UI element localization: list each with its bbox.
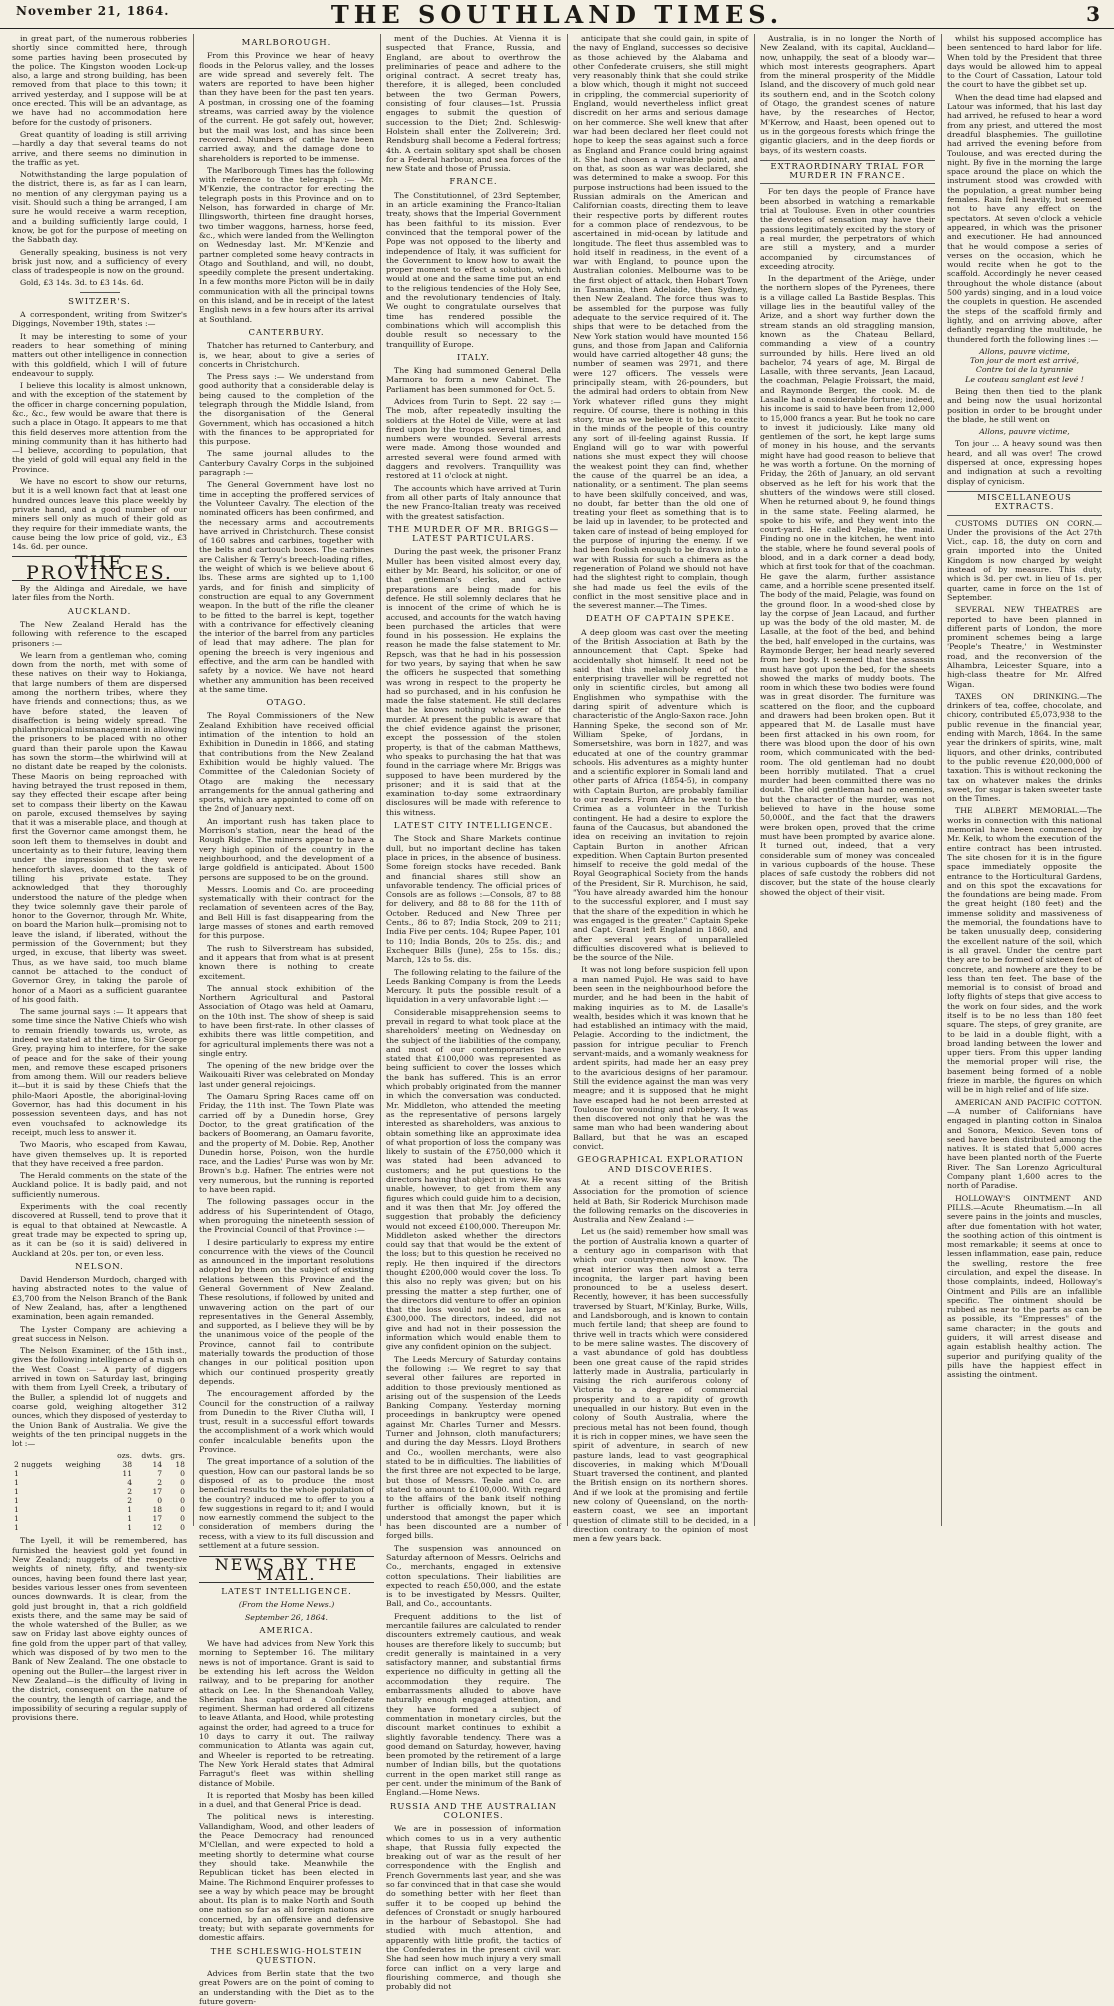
paragraph: Considerable misapprehension seems to prevail in regard to what took place at the shareholders' meeting on Wednesday on the subject of the liabilities of the company, and most of our contemporaries have stated that £100,000 was represented as being sufficient to cover the losses which the bank has suffered. This is an error which probably originated from the manner in which the conversation was conducted. Mr. Middleton, who attended the meeting as the representative of persons largely interested as shareholders, was anxious to obtain something like an approximate idea of what proportion of loss the company was likely to sustain of the £750,000 which it was stated had been advanced to customers; and he put questions to the directors having that object in view. He was unable, however, to get from them any figures which could guide him to a decision, and it was then that Mr. Joy offered the suggestion that probably the deficiency would not exceed £100,000. Thereupon Mr. Middleton asked whether the directors could say that that would be the extent of the loss; but to this question he received no reply. He then inquired if the directors thought £200,000 would cover the loss. To this also no reply was given; but on his pressing the matter a step further, one of the directors did venture to offer an opinion that the loss would not be so large as £300,000. The directors, indeed, did not give and had not in their possession the information which would enable them to give any confident opinion on the subject. <box>386 1007 561 1352</box>
paragraph: Ton jour ... A heavy sound was then heard, and all was over! The crowd dispersed at once, expressing hopes and indignation at such a revolting display of cynicism. <box>947 439 1102 486</box>
section-title: NEWS BY THE MAIL. <box>199 1556 374 1583</box>
table-cell: 1 <box>14 1487 19 1497</box>
paragraph: The political news is interesting. Vallandigham, Wood, and other leaders of the Peace Democracy had renounced M'Clellan, and were expected to hold a meeting shortly to determine what course they should take. Meanwhile the Republican ticket has been elected in Maine. The Richmond Enquirer professes to see a way by which peace may be brought about. Its plan is to make North and South one nation so far as all foreign nations are concerned, by an offensive and defensive treaty; but with separate governments for domestic affairs. <box>199 1812 374 1943</box>
section-heading: MARLBOROUGH. <box>241 38 332 48</box>
section-heading: DEATH OF CAPTAIN SPEKE. <box>585 614 736 625</box>
paragraph: Great quantity of loading is still arriving—hardly a day that several teams do not arrive, and there seems no diminution in the traffic as yet. <box>12 129 187 167</box>
source-line: (From the Home News.) <box>238 1600 335 1610</box>
paragraph: TAXES ON DRINKING.—The drinkers of tea, coffee, chocolate, and chicory, contributed £5,073,938 to the public revenue in the financial year, ending with March, 1864. In the same year the drinkers of spirits, wine, malt liquors, and other drinks, contributed to the public revenue £20,000,000 of taxation. This is without reckoning the tax on whatever makes the drinks sweet, for sugar is taken sweeter taste on the Times. <box>947 691 1102 804</box>
table-cell: 17 <box>152 1514 163 1524</box>
issue-date: November 21, 1864. <box>16 4 170 18</box>
table-cell: 1 <box>127 1505 133 1515</box>
table-cell <box>63 1478 111 1487</box>
paragraph: CUSTOMS DUTIES ON CORN.—Under the provisions of the Act 27th Vict., cap. 18, the duty on corn and grain imported into the United Kingdom is now charged by weight instead of by measure. This duty, which is 3d. per cwt. in lieu of 1s. per quarter, came in force on the 1st of September. <box>947 518 1102 602</box>
newspaper-title: THE SOUTHLAND TIMES. <box>330 0 784 29</box>
verse-line: Le couteau sanglant est levé ! <box>965 374 1084 384</box>
table-cell <box>12 1451 63 1460</box>
masthead <box>0 0 1114 29</box>
paragraph: Gold, £3 14s. 3d. to £3 14s. 6d. <box>20 278 144 288</box>
paragraph: The following relating to the failure of the Leeds Banking Company is from the Leeds Mercury. It puts the possible result of a liquidation in a very unfavorable light :— <box>386 967 561 1005</box>
table-cell: 7 <box>157 1469 163 1479</box>
table-cell: 38 <box>122 1460 133 1470</box>
table-cell: 0 <box>157 1496 163 1506</box>
paragraph: in great part, of the numerous robberies shortly since committed here, through some parties having been prosecuted by the police. The Kingston wooden Lock-up also, a large and strong building, has been removed from that place to this town; it arrived yesterday, and I suppose will be at once erected. This will be an advantage, as we have had no accommodation here before for the custody of prisoners. <box>12 34 187 127</box>
paragraph: We have had advices from New York this morning to September 16. The military news is not of importance. Grant is said to be extending his left across the Weldon railway, and to be preparing for another attack on Lee. In the Shenandoah Valley, Sheridan has captured a Confederate regiment. Sherman had ordered all citizens to leave Atlanta, and Hood, while protesting against the order, had agreed to a truce for 10 days to carry it out. The railway communication to Atlanta was again cut, and Wheeler is reported to be retreating. The New York Herald states that Admiral Farragut's fleet was within shelling distance of Mobile. <box>199 1639 374 1788</box>
paragraph: The Oamaru Spring Races came off on Friday, the 11th inst. The Town Plate was carried off by a Dunedin horse, Grey Doctor, to the great gratification of the backers of Boomerang, an Oamaru favorite, and the property of M. Dobie. Rep, Another Dunedin horse, Poison, won the hurdle race, and the Ladies' Purse was won by Mr. Brown's b.g. Hafner. The entries were not very numerous, but the running is reported to have been rapid. <box>199 1092 374 1195</box>
paragraph: Advices from Berlin state that the two great Powers are on the point of coming to an understanding with the Diet as to the future govern- <box>199 1969 374 2006</box>
table-header-row <box>12 1451 187 1460</box>
column-rule <box>193 34 194 1526</box>
table-cell <box>63 1469 111 1478</box>
table-cell: 1 <box>14 1523 19 1533</box>
paragraph: Australia, is in no longer the North of New Zealand, with its capital, Auckland—now, unhappily, the seat of a bloody war—which most interests geographers. Apart from the mineral prosperity of the Middle Island, and the discovery of much gold near its southern end, and in the Scotch colony of Otago, the grandest scenes of nature have, by the researches of Hector, M'Kerrow, and Haast, been opened out to us in the gorgeous forests which fringe the gigantic glaciers, and in the deep fiords or bays, of its western coasts. <box>760 34 935 155</box>
paragraph: For ten days the people of France have been absorbed in watching a remarkable trial at Toulouse. Even in other countries the devotees of sensation may have their passions legitimately excited by the story of a real murder, the perpetrators of which are still a mystery, and a murder accompanied by circumstances of exceeding atrocity. <box>760 187 935 271</box>
column-rule <box>754 34 755 1526</box>
section-heading: OTAGO. <box>266 698 307 709</box>
table-cell: dwts. <box>141 1451 163 1461</box>
column-4 <box>573 34 748 1544</box>
paragraph: Advices from Turin to Sept. 22 say :— The mob, after repeatedly insulting the soldiers at the Hotel de Ville, were at last fired upon by the troops several times, and numbers were wounded. Several arrests were made. Among those wounded and arrested several were found armed with daggers and revolvers. Tranquillity was restored at 11 o'clock at night. <box>386 396 561 481</box>
paragraph: David Henderson Murdoch, charged with having abstracted notes to the value of £3,700 from the Nelson Branch of the Bank of New Zealand, has, after a lengthened examination, been again remanded. <box>12 1275 187 1322</box>
paragraph: The Marlborough Times has the following with reference to the telegraph :— Mr. M'Kenzie, the contractor for erecting the telegraph posts in this Province and on to Nelson, has forwarded in charge of Mr. Illingsworth, thirteen fine draught horses, two timber waggons, harness, horse feed, &c., which were landed from the Wellington on Wednesday last. Mr. M'Kenzie and partner completed some heavy contracts in Otago and Southland, and will, no doubt, speedily complete the present undertaking. In a few months more Picton will be in daily communication with all the principal towns on this island, and be in receipt of the latest English news in a few hours after its arrival at Southland. <box>199 165 374 324</box>
table-cell <box>63 1451 111 1460</box>
paragraph: AMERICAN AND PACIFIC COTTON.—A number of Californians have engaged in planting cotton in Sinaloa and Sonora, Mexico. Seven tons of seed have been distributed among the natives. It is stated that 5,000 acres have been planted north of the Fuerte River. The San Lorenzo Agricultural Company plant 1,600 acres to the north of Paradise. <box>947 1097 1102 1191</box>
table-cell: 0 <box>180 1514 185 1524</box>
column-3 <box>386 34 561 1992</box>
paragraph: A deep gloom was cast over the meeting of the British Association at Bath by the announcement that Capt. Speke had accidentally shot himself. It need not be said that this melancholy end of the enterprising traveller will be regretted not only in scientific circles, but among all Englishmen who sympathise with the daring spirit of adventure which is characteristic of the Anglo-Saxon race. John Hanning Speke, the second son of Mr. William Speke, of Jordans, in Somersetshire, was born in 1827, and was educated at one of the country grammar schools. His adventures as a mighty hunter and a scientific explorer in Somali land and other parts of Africa (1854-5), in company with Captain Burton, are probably familiar to our readers. From Africa he went to the Crimea as a volunteer in the Turkish contingent. He had a desire to explore the fauna of the Caucasus, but abandoned the idea on receiving an invitation to rejoin Captain Burton in another African expedition. When Captain Burton presented himself to receive the gold medal of the Royal Geographical Society from the hands of the President, Sir R. Murchison, he said, "You have already awarded him the honour to the successful explorer, and I must say that the share of the expedition in which he was engaged is the greater." Captain Speke and Capt. Grant left England in 1860, and after several years of unparalleled difficulties discovered what is believed to be the source of the Nile. <box>573 627 748 963</box>
table-cell: 18 <box>175 1460 185 1470</box>
table-cell: 2 <box>127 1487 133 1497</box>
table-cell: 0 <box>180 1487 185 1497</box>
table-cell: 1 <box>14 1514 19 1524</box>
paragraph: HOLLOWAY'S OINTMENT AND PILLS.—Acute Rheumatism.—In all severe pains in the joints and muscles, after due fomentation with hot water, the soothing action of this ointment is most remarkable; it seems at once to lessen inflammation, ease pain, reduce the swelling, restore the free circulation, and expel the disease. In those complaints, indeed, Holloway's Ointment and Pills are an infallible specific. The ointment should be rubbed as near to the parts as can be as possible, its "Empresses" of the same character; in the gouts and guiders, it will arrest disease and again establish healthy action. The superior and purifying quality of the pills have the happiest effect in assisting the ointment. <box>947 1193 1102 1380</box>
table-cell: 1 <box>127 1523 133 1533</box>
table-row <box>12 1469 187 1478</box>
paragraph: Messrs. Loomis and Co. are proceeding systematically with their contract for the reclamation of seventeen acres of the Bay, and Bell Hill is fast disappearing from the large masses of stones and earth removed for this purpose. <box>199 884 374 941</box>
divider <box>80 292 120 293</box>
paragraph: Notwithstanding the large population of the district, there is, as far as I can learn, no mention of any clergyman paying us a visit. Should such a thing be arranged, I am sure he would receive a warm reception, and a building sufficiently large could, I know, be got for the purpose of meeting on the Sabbath day. <box>12 170 187 245</box>
verse <box>947 427 1102 436</box>
section-heading: CANTERBURY. <box>248 327 325 338</box>
section-heading: FRANCE. <box>449 177 498 188</box>
table-cell: ozs. <box>117 1451 133 1461</box>
paragraph: The Stock and Share Markets continue dull, but no important decline has taken place in prices, in the absence of business. Some foreign stocks have receded. Bank and financial shares still show an unfavorable tendency. The official prices of Consols are as follows :—Consols, 87 to 88 for delivery, and 88 to 88 for the 11th of October. Reduced and New Three per Cents., 86 to 87; India Stock, 209 to 211; India Five per cents. 104; Rupee Paper, 101 to 110; India Bonds, 20s to 25s. dis.; and Exchequer Bills (June), 25s to 15s. dis.; March, 12s to 5s. dis. <box>386 834 561 965</box>
paragraph: The Press says :— We understand from good authority that a considerable delay is being caused to the completion of the telegraph through the Middle Island, from the disorganisation of the General Government, which has occasioned a hitch with the finances to be appropriated for this purpose. <box>199 372 374 447</box>
column-1 <box>12 34 187 1723</box>
table-cell: 0 <box>180 1505 185 1515</box>
table-row <box>12 1523 187 1532</box>
table-row <box>12 1460 187 1469</box>
paragraph: In the department of the Ariège, under the northern slopes of the Pyrenees, there is a village called La Bastide Besplas. This village lies in the beautiful valley of the Arize, and a short way further down the stream stands an old straggling mansion, known as the Chateau Bellard, commanding a view of a country surrounded by hills. Here lived an old bachelor, 74 years of age, M. Birgal de Lasalle, with three servants, Jean Lacaud, the coachman, Pelagie Froissart, the maid, and Raymonde Berger, the cook. M. de Lasalle had a considerable fortune; indeed, his income is said to have been from 12,000 to 15,000 francs a year. But he took no care to invest it judiciously. Like many old gentlemen of the sort, he kept large sums of money in his house, and the servants might have had good reason to believe that he was worth a fortune. On the morning of Friday, the 26th of January, an old servant observed as he left for his work that the shutters of the windows were still closed. When he returned about 9, he found things in the same state. Feeling alarmed, he spoke to his wife, and they went into the court-yard. He called Pelagie, the maid. Finding no one in the kitchen, he went into the stable, where he found several pools of blood, and in a dark corner a dead body, which at first took for that of the coachman. He gave the alarm, further assistance came, and a horrible scene presented itself. The body of the maid, Pelagie, was found on the ground floor. In a wood-shed close by lay the corpse of Jean Lacaud, and further up was the body of the old master, M. de Lasalle, at the foot of the bed, and behind the bed, half enveloped in the curtains, was Raymonde Berger, her head nearly severed from her body. It seemed that the assassin must have got upon the bed, for the sheets showed the marks of muddy boots. The room in which these two bodies were found was in great disorder. The furniture was scattered on the floor, and the cupboard and drawers had been broken open. But it appeared that M. de Lasalle must have been first attacked in his own room, for there was blood upon the door of his own room, which communicated with the bed-room. The old gentleman had no doubt been horribly mutilated. That a cruel murder had been committed there was no doubt. The old gentleman had no enemies, but the character of the murder, was not believed to have in the house some 50,000f., and the fact that the drawers were broken open, proved that the crime must have been prompted by avarice alone. It turned out, indeed, that a very considerable sum of money was concealed in various cupboards of the house. These places of safe custody the robbers did not discover, but the state of the house clearly showed the object of their visit. <box>760 274 935 897</box>
paragraph: During the past week, the prisoner Franz Muller has been visited almost every day, either by Mr. Beard, his solicitor, or one of that gentleman's clerks, and active preparations are being made for his defence. He still solemnly declares that he is innocent of the crime of which he is accused, and accounts for the watch having been purchased the articles that were found in his possession. He explains the reason he made the false statement to Mr. Repsch, was that he had in his possession for two years, by saying that when he saw the officers he suspected that something was wrong in respect to the property he had so purchased, and in his confusion he made the false statement. He still declares that he knows nothing whatever of the murder. At present the public is aware that the chief evidence against the prisoner, except the possession of the stolen property, is that of the cabman Matthews, who speaks to purchasing the hat that was found in the carriage where Mr. Briggs was supposed to have been murdered by the prisoner; and it is said that at the examination to-day some extraordinary disclosures will be made with reference to this witness. <box>386 547 561 817</box>
paragraph: We learn from a gentleman who, coming down from the north, met with some of these natives on their way to Hokianga, that large numbers of them are dispersed among the northern tribes, where they have friends and connections; thus, as we have before stated, the leaven of disaffection is being widely spread. The philanthropical mismanagement in allowing the prisoners to be placed with no other guard than their parole upon the Kawau has sown the storm—the whirlwind will at no distant date be reaped by the colonists. These Maoris on being reproached with having betrayed the trust reposed in them, say they effected their escape after being set to compass their liberty on the Kawau on parole, excused themselves by saying that it was a miserable place, and though at first the Governor came amongst them, he soon left them to themselves in doubt and uncertainty as to their future, leaving them under the impression that they were henceforth slaves, doomed to the task of tilling his private estate. They acknowledged that they thoroughly understood the nature of the pledge when they twice solemnly gave their parole of honor to the Governor, through Mr. White, on board the Marion hulk—promising not to leave the island, if liberated, without the permission of the Government; but they urged, in excuse, that liberty was sweet. Thus, as we have said, too much blame cannot be attached to the conduct of Governor Grey, in taking the parole of honor of a Maori as a sufficient guarantee of his good faith. <box>12 650 187 1004</box>
paragraph: Generally speaking, business is not very brisk just now, and a sufficiency of every class of tradespeople is now on the ground. <box>12 247 187 276</box>
table-cell: 2 <box>157 1478 163 1488</box>
paragraph: Frequent additions to the list of mercantile failures are calculated to render discounters extremely cautious, and weak houses are therefore likely to succumb; but credit generally is maintained in a very satisfactory manner, and substantial firms experience no difficulty in getting all the accommodation they require. The embarrassments alluded to above have naturally enough engaged attention, and they have formed a subject of commentation in monetary circles, but the discount market continues to exhibit a slightly favorable tendency. There was a good demand on Saturday, however, having been promoted by the retirement of a large number of Indian bills, but the quotations current in the open market still range as per cent. under the minimum of the Bank of England.—Home News. <box>386 1611 561 1798</box>
paragraph: THE ALBERT MEMORIAL.—The works in connection with this national memorial have been commenced by Mr. Kelk, to whom the execution of the entire contract has been intrusted. The site chosen for it is in the figure space immediately opposite the entrance to the Horticultural Gardens, and on this spot the excavations for the foundations are being made. From the great height (180 feet) and the immense solidity and massiveness of the memorial, the foundations have to be taken unusually deep, considering the excellent nature of the soil, which is all gravel. Under the centre part they are to be formed of sixteen feet of concrete, and nowhere are they to be less than ten feet. The base of the memorial is to consist of broad and lofty flights of steps that give access to the work on four sides, and the work itself is to be no less than 180 feet square. The steps, of grey granite, are to be laid in a double flight, with a broad landing between the lower and upper tiers. From this upper landing the memorial proper will rise, the basement being formed of a noble frieze in marble, the figures on which will be in high relief and of life size. <box>947 806 1102 1095</box>
table-cell: 0 <box>180 1496 185 1506</box>
table-cell <box>63 1523 111 1532</box>
paragraph: The Constitutionnel, of 23rd September, in an article examining the Franco-Italian treaty, shows that the Imperial Government has been faithful to its mission. Ever convinced that the temporal power of the Pope was not opposed to the liberty and independence of Italy, it was sufficient for the Government to know how to await the proper moment to effect a solution, which would at one and the same time put an end to the religious tendencies of the Holy See, and the revolutionary tendencies of Italy. We ought to congratulate ourselves that time has rendered possible the combinations which will accomplish this double result so necessary to the tranquillity of Europe. <box>386 190 561 349</box>
paragraph: The same journal says :— It appears that some time since the Native Chiefs who wish to remain friendly towards us, wrote, as indeed we stated at the time, to Sir George Grey, praying him to interfere, for the sake of peace and for the sake of their young men, and remove these escaped prisoners from among them. Will our readers believe it—but it is said by these Chiefs that the philo-Maori Apostle, the aboriginal-loving Governor, has had this document in his possession seventeen days, and has not even vouchsafed to acknowledge its receipt, much less to answer it. <box>12 1007 187 1137</box>
paragraph: It is reported that Mosby has been killed in a duel, and that General Price is dead. <box>199 1790 374 1810</box>
section-heading: THE SCHLESWIG-HOLSTEIN QUESTION. <box>210 1946 363 1966</box>
table-cell: 2 nuggets <box>14 1460 53 1470</box>
paragraph: Experiments with the coal recently discovered at Russell, tend to prove that it is equal to that obtained at Newcastle. A great trade may be expected to spring up, as it can be (so it is said) delivered in Auckland at 20s. per ton, or even less. <box>12 1202 187 1258</box>
paragraph: The Lyster Company are achieving a great success in Nelson. <box>12 1324 187 1343</box>
section-heading: MISCELLANEOUS EXTRACTS. <box>947 491 1102 516</box>
table-cell <box>63 1505 111 1514</box>
table-cell: 1 <box>14 1478 19 1488</box>
paragraph: anticipate that she could gain, in spite of the navy of England, successes so decisive as those achieved by the Alabama and other Confederate cruisers, she still might very reasonably think that she could strike a blow which, though it might not succeed in crippling, the commercial superiority of England, would nevertheless inflict great discredit on her arms and serious damage on her commerce. She well knew that after war had been declared her fleet could not hope to keep the seas against such a force as England and France could bring against it. She had chosen a vulnerable point, and on that, as soon as war was declared, she was determined to make a swoop. For this purpose instructions had been issued to the Russian admirals on the American and Californian coasts, directing them to leave their respective ports by different routes for a common place of rendezvous, to be ascertained in mid-ocean by latitude and longitude. The fleet thus assembled was to hold itself in readiness, in the event of a war with England, to pounce upon the Australian colonies. Melbourne was to be the first object of attack, then Hobart Town in Tasmania, then Adelaide, then Sydney, then New Zealand. The force thus was to be assembled for the purpose was fully adequate to the service required of it. The ships that were to be detached from the New York station would have mounted 156 guns, and those from Japan and California would have carried altogether 48 guns; the number of seamen was 2971, and there were 127 officers. The vessels were principally steam, with 26-pounders, but the admiral had orders to obtain from New York whatever rifled guns they might require. Of course, there is nothing in this story, true as we believe it to be, to excite in the minds of the people of this country any sort of ill-feeling against Russia. If England will go to war with powerful nations she must expect they will choose the weakest point they can find, whether the cause of the quarrel be an idea, a nationality, or a sentiment. The plan seems to have been skilfully conceived, and was, no doubt, far better than the old one of treating your fleet as something that is to be laid up in lavender, to be protected and taken care of instead of being employed for the purpose of injuring the enemy. If we had been foolish enough to be drawn into a war with Russia for such a chimera as the regeneration of Poland we should not have had the slightest right to complain, though she had made us feel the evils of the conflict in the most sensitive place and in the severest manner.—The Times. <box>573 34 748 611</box>
table-cell: 0 <box>180 1523 185 1533</box>
table-cell: 11 <box>122 1469 133 1479</box>
paragraph: The same journal alludes to the Canterbury Cavalry Corps in the subjoined paragraph :— <box>199 449 374 478</box>
paragraph: The Nelson Examiner, of the 15th inst., gives the following intelligence of a rush on the West Coast :— A party of diggers arrived in town on Saturday last, bringing with them from Lyell Creek, a tributary of the Buller, a splendid lot of nuggets and coarse gold, weighing altogether 312 ounces, which they disposed of yesterday to the Union Bank of Australia. We give the weights of the ten principal nuggets in the lot :— <box>12 1346 187 1449</box>
table-cell: 4 <box>127 1478 133 1488</box>
table-cell: weighing <box>65 1460 101 1470</box>
paragraph: The suspension was announced on Saturday afternoon of Messrs. Oelrichs and Co., merchants, engaged in extensive cotton speculations. Their liabilities are expected to reach £50,000, and the estate is to be investigated by Messrs. Quilter, Ball, and Co., accountants. <box>386 1543 561 1609</box>
table-cell: 0 <box>180 1478 185 1488</box>
paragraph: The Herald comments on the state of the Auckland police. It is badly paid, and not sufficiently numerous. <box>12 1171 187 1199</box>
section-heading: SWITZER'S. <box>68 296 131 307</box>
dateline: September 26, 1864. <box>244 1612 329 1622</box>
paragraph: The opening of the new bridge over the Waikouaiti River was celebrated on Monday last under general rejoicings. <box>199 1061 374 1089</box>
table-cell: 12 <box>152 1523 163 1533</box>
verse-line: Allons, pauvre victime, <box>979 346 1070 356</box>
verse-line: Allons, pauvre victime, <box>979 427 1070 437</box>
table-cell: 2 <box>127 1496 133 1506</box>
table-row <box>12 1505 187 1514</box>
column-6 <box>947 34 1102 1526</box>
table-cell: grs. <box>170 1451 185 1461</box>
table-cell: 14 <box>152 1460 163 1470</box>
section-heading: GEOGRAPHICAL EXPLORATION AND DISCOVERIES. <box>577 1155 744 1175</box>
table-cell: 1 <box>14 1496 19 1506</box>
section-heading: NELSON. <box>75 1261 124 1272</box>
paragraph: Thatcher has returned to Canterbury, and is, we hear, about to give a series of concerts in Christchurch. <box>199 341 374 369</box>
paragraph: The annual stock exhibition of the Northern Agricultural and Pastoral Association of Otago was held at Oamaru, on the 10th inst. The show of sheep is said to have been first-rate. In other classes of exhibits there was little competition, and for agricultural implements there was not a single entry. <box>199 983 374 1058</box>
nugget-table <box>12 1451 187 1532</box>
paragraph: The New Zealand Herald has the following with reference to the escaped prisoners :— <box>12 619 187 648</box>
table-row <box>12 1478 187 1487</box>
section-heading: LATEST CITY INTELLIGENCE. <box>393 821 554 832</box>
section-heading: EXTRAORDINARY TRIAL FOR MURDER IN FRANCE. <box>760 160 935 185</box>
paragraph: The great importance of a solution of the question, How can our pastoral lands be so disposed of as to produce the most beneficial results to the whole population of the country? induced me to offer to you a few suggestions in regard to it; and I would now earnestly commend the subject to the consideration of members during the recess, with a view to its full discussion and settlement at a future session. <box>199 1457 374 1551</box>
table-cell: 1 <box>14 1469 19 1479</box>
column-rule <box>941 34 942 1526</box>
paragraph: At a recent sitting of the British Association for the promotion of science held at Bath, Sir Roderick Murchison made the following remarks on the discoveries in Australia and New Zealand :— <box>573 1177 748 1225</box>
paragraph: The Royal Commissioners of the New Zealand Exhibition have received official intimation of the intention to hold an Exhibition in Dunedin in 1866, and stating that contributions from the New Zealand Exhibition would be highly valued. The Committee of the Caledonian Society of Otago are making the necessary arrangements for the annual gathering and sports, which are appointed to come off on the 2nd of January next. <box>199 711 374 814</box>
table-row <box>12 1514 187 1523</box>
paragraph: The Lyell, it will be remembered, has furnished the heaviest gold yet found in New Zealand; nuggets of the respective weights of ninety, fifty, and twenty-six ounces, having been found there last year, besides various lesser ones from seventeen ounces downwards. It is clear, from the gold just brought in, that a rich goldfield exists there, and the same may be said of the whole watershed of the Buller, as we saw on Friday last above eighty ounces of fine gold from the upper part of that valley, which was disposed of by two men to the Bank of New Zealand. The one obstacle to opening out the Buller—the largest river in New Zealand—is the difficulty of living in the district, consequent on the nature of the country, the length of carriage, and the impossibility of securing a regular supply of provisions there. <box>12 1536 187 1723</box>
column-5 <box>760 34 935 1526</box>
page-number: 3 <box>1086 2 1100 26</box>
paragraph: Being then then tied to the plank and being now the usual horizontal position in order to be brought under the blade, he still went on <box>947 386 1102 424</box>
paragraph: We are in possession of information which comes to us in a very authentic shape, that Russia fully expected the breaking out of war as the result of her correspondence with the English and French Governments last year, and she was so far convinced that in that case she would do something better with her fleet than suffer it to be cooped up behind the defences of Cronstadt or snugly harboured in the harbour of Sebastopol. She had studied with much attention, and apparently with little profit, the tactics of the Confederates in the present civil war. She had seen how much injury a very small force can inflict on a very large and flourishing commerce, and though she probably did not <box>386 1824 561 1992</box>
table-cell <box>63 1514 111 1523</box>
paragraph: A correspondent, writing from Switzer's Diggings, November 19th, states :— <box>12 310 187 329</box>
columns <box>12 34 1102 2006</box>
paragraph: It was not long before suspicion fell upon a man named Pujol. He was said to have been seen in the neighbourhood before the murder, and he had been in the habit of making inquiries as to M. de Lasalle's wealth, besides which it was known that he had established an intimacy with the maid, Pelagie. According to the indictment, the passion for intrigue peculiar to French servant-maids, and a womanly weakness for ardent spirits, had made her an easy prey to the avaricious designs of her paramour. Still the evidence against the man was very meagre; and it is supposed that he might have escaped had he not been arrested at Toulouse for wounding and robbery. It was then discovered not only that he was the same man who had been wandering about Ballard, but that he was an escaped convict. <box>573 965 748 1152</box>
paragraph: Two Maoris, who escaped from Kawau, have given themselves up. It is reported that they have received a free pardon. <box>12 1140 187 1168</box>
paragraph: The accounts which have arrived at Turin from all other parts of Italy announce that the new Franco-Italian treaty was received with the greatest satisfaction. <box>386 483 561 521</box>
paragraph: The King had summoned General Della Marmora to form a new Cabinet. The Parliament has been summoned for Oct. 5. <box>386 366 561 394</box>
table-row <box>12 1496 187 1505</box>
verse-line: Contre toi de la tyrannie <box>975 365 1074 375</box>
paragraph: Let us (he said) remember how small was the portion of Australia known a quarter of a century ago in comparison with that which our country-men now know. The great interior was then almost a terra incognita, the larger part having been pronounced to be a useless desert. Recently, however, it has been successfully traversed by Stuart, M'Kinlay, Burke, Wills, and Landsborough, and is known to contain much fertile land; that sheep are found to thrive well in tracts which were considered to be mere saline wastes. The discovery of a vast abundance of gold has doubtless been one great cause of the rapid strides latterly made in Australia, particularly in raising the rich auriferous colony of Victoria to a degree of commercial prosperity and to a rapidity of growth unequalled in our history. But even in the colony of South Australia, where the precious metal has not been found, though it is rich in copper mines, we have seen the spirit of adventure, in search of new pasture lands, lead to vast geographical discoveries, in making which M'Douall Stuart traversed the continent, and planted the British ensign on its northern shores. And if we look at the promising and fertile new colony of Queensland, on the north-eastern coast, we see an important question of climate still to be decided, in a direction contrary to the opinion of most men a few years back. <box>573 1227 748 1544</box>
verse <box>947 347 1102 384</box>
section-heading: LATEST INTELLIGENCE. <box>221 1586 352 1597</box>
table-row <box>12 1487 187 1496</box>
section-heading: THE MURDER OF MR. BRIGGS—LATEST PARTICULARS. <box>387 524 560 545</box>
table-cell: 1 <box>127 1514 133 1524</box>
table-cell <box>63 1487 111 1496</box>
paragraph: An important rush has taken place to Morrison's station, near the head of the Rough Ridge. The miners appear to have a very high opinion of the country in the neighbourhood, and the development of a large goldfield is anticipated. About 1500 persons are supposed to be on the ground. <box>199 816 374 882</box>
verse-line: Ton jour de mort est arrivé, <box>970 356 1079 366</box>
paragraph: The General Government have lost no time in accepting the proffered services of the Volunteer Cavalry. The election of the nominated officers has been confirmed, and the necessary arms and accoutrements have arrived in Christchurch. These consist of 160 sabres and carbines, together with the belts and cartouch boxes. The carbines are Calisher & Terry's breech-loading rifles, the weight of which is we believe about 6 lbs. These arms are sighted up to 1,100 yards, and for finish and simplicity of construction are equal to any Government weapon. In the butt of the rifle the cleaner to be fitted to the barrel is kept, together with a contrivance for effectively cleaning the interior of the barrel from any particles of lead that may adhere. The plan for opening the breech is very ingenious and effective, and the arm can be handled with safety by a novice. We have not heard whether any ammunition has been received at the same time. <box>199 480 374 694</box>
paragraph: whilst his supposed accomplice has been sentenced to hard labor for life. When told by the President that three days would be allowed him to appeal to the Court of Cassation, Latour told the court to have the gibbet set up. <box>947 34 1102 90</box>
paragraph: By the Aldinga and Airedale, we have later files from the North. <box>12 584 187 603</box>
paragraph: The following passages occur in the address of his Superintendent of Otago, when proroguing the nineteenth session of the Provincial Council of that Province :— <box>199 1197 374 1235</box>
paragraph: It may be interesting to some of your readers to hear something of mining matters out other intelligence in connection with this goldfield, which I will of future endeavour to supply. <box>12 331 187 378</box>
section-heading: AMERICA. <box>259 1625 314 1636</box>
section-heading: RUSSIA AND THE AUSTRALIAN COLONIES. <box>389 1801 558 1821</box>
paragraph: The rush to Silverstream has subsided, and it appears that from what is at present known there is nothing to create excitement. <box>199 943 374 981</box>
paragraph: The Leeds Mercury of Saturday contains the following :— We regret to say that several other failures are reported in addition to those previously mentioned as arising out of the suspension of the Leeds Banking Company. Yesterday morning proceedings in bankruptcy were opened against Mr. Charles Turner and Messrs. Turner and Johnson, cloth manufacturers; and during the day Messrs. Lloyd Brothers and Co., woollen merchants, were also stated to be in difficulties. The liabilities of the first three are not expected to be large, but those of Messrs. Teale and Co. are stated to amount to £100,000. With regard to the affairs of the bank itself nothing further is officially known, but it is understood that amongst the paper which has been discounted are a number of forged bills. <box>386 1354 561 1541</box>
column-rule <box>380 34 381 1526</box>
section-heading: AUCKLAND. <box>67 606 132 617</box>
table-cell: 1 <box>14 1505 19 1515</box>
paragraph: I desire particularly to express my entire concurrence with the views of the Council as announced in the important resolutions adopted by them on the subject of existing relations between this Province and the General Government of New Zealand. These resolutions, if followed by united and unwavering action on the part of our representatives in the General Assembly, and supported, as I believe they will be by the unanimous voice of the people of the Province, cannot fail to contribute materially towards the production of those changes in our political position upon which our continued prosperity greatly depends. <box>199 1237 374 1386</box>
paragraph: When the dead time had elapsed and Latour was informed, that his last day had arrived, he refused to hear a word from any priest, and uttered the most dreadful blasphemies. The guillotine had arrived the evening before from Toulouse, and was erected during the night. By five in the morning the large space around the place on which the instrument stood was crowded with the population, a great number being females. Rain fell heavily, but seemed not to have any effect on the spectators. At seven o'clock a vehicle appeared, in which was the prisoner and executioner. He had announced that he would compose a series of verses on the occasion, which he would recite when he got to the scaffold. Accordingly he never ceased throughout the whole distance (about 500 yards) singing, and in a loud voice the couplets in question. He ascended the steps of the scaffold firmly and lightly, and on arriving above, after defiantly regarding the multitude, he thundered forth the following lines :— <box>947 92 1102 344</box>
paragraph: We have no escort to show our returns, but it is a well known fact that at least one hundred ounces leave this place weekly by private hand, and a good number of our miners sell only as much of their gold as they require for their immediate wants, the cause being the low price of gold, viz., £3 14s. 6d. per ounce. <box>12 477 187 552</box>
section-heading: ITALY. <box>456 352 491 363</box>
table-cell: 0 <box>180 1469 185 1479</box>
table-cell: 18 <box>152 1505 163 1515</box>
paragraph: From this Province we hear of heavy floods in the Pelorus valley, and the losses are wide spread and severely felt. The waters are reported to have been higher than they have been for the past ten years. A postman, in crossing one of the foaming streams, was carried away by the violence of the current. He got safely out, however, but the mail was lost, and has since been recovered. Numbers of cattle have been carried away, and the damage done to shareholders is reported to be immense. <box>199 51 374 163</box>
column-rule <box>567 34 568 1526</box>
table-cell <box>63 1496 111 1505</box>
section-title: THE PROVINCES. <box>12 556 187 581</box>
paragraph: ment of the Duchies. At Vienna it is suspected that France, Russia, and England, are about to overthrow the preliminaries of peace and adhere to the original contract. A secret treaty has, therefore, it is alleged, been concluded between the two German Powers, consisting of four clauses—1st. Prussia engages to submit the question of succession to the Diet; 2nd. Schleswig-Holstein shall enter the Zollverein; 3rd. Rendsburg shall become a Federal fortress; 4th. A certain solitary spot shall be chosen for a Federal harbour, and sea forces of the new State and those of Prussia. <box>386 34 561 174</box>
paragraph: SEVERAL NEW THEATRES are reported to have been planned in different parts of London, the more prominent schemes being a large 'People's Theatre,' in Westminster road, and the reconversion of the Alhambra, Leicester Square, into a high-class theatre for Mr. Alfred Wigan. <box>947 605 1102 689</box>
column-2 <box>199 34 374 2006</box>
paragraph: I believe this locality is almost unknown, and with the exception of the statement by the officer in charge concerning population, &c., &c., few would be aware that there is such a place in Otago. It appears to me that this field deserves more attention from the mining community than it has hitherto had—I believe, according to population, that the yield of gold will equal any field in the Province. <box>12 381 187 474</box>
table-cell: 17 <box>152 1487 163 1497</box>
paragraph: The encouragement afforded by the Council for the construction of a railway from Dunedin to the River Clutha will, I trust, result in a successful effort towards the accomplishment of a work which would confer incalculable benefits upon the Province. <box>199 1389 374 1455</box>
